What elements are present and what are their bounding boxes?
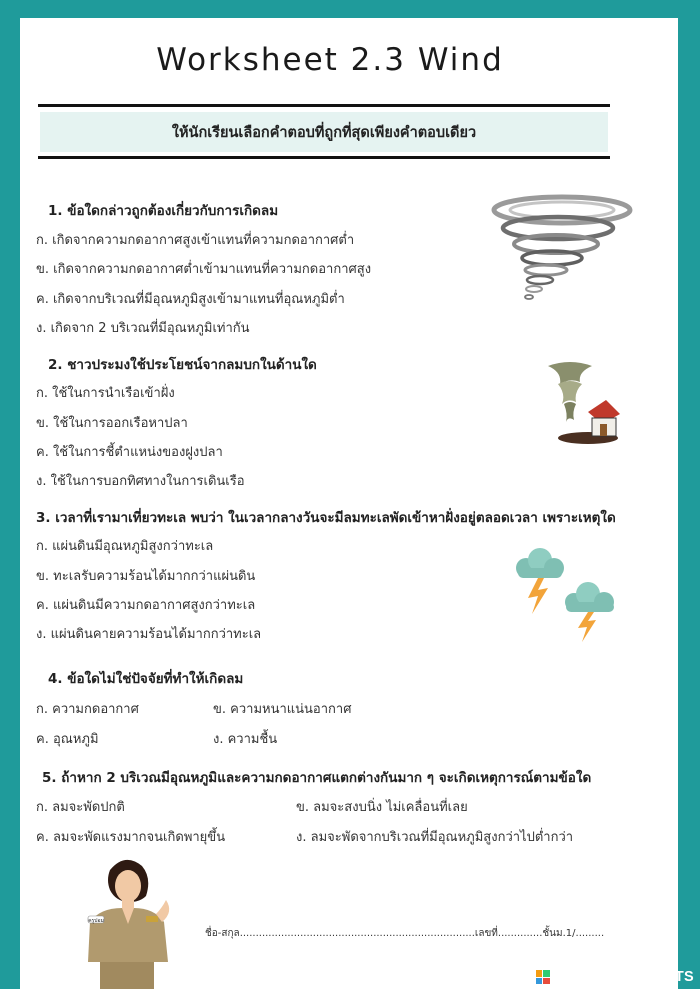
question-2: 2. ชาวประมงใช้ประโยชน์จากลมบกในด้านใด xyxy=(48,357,317,373)
q3-option-c[interactable]: ค. แผ่นดินมีความกดอากาศสูงกว่าทะเล xyxy=(36,598,256,613)
q4-option-b[interactable]: ข. ความหนาแน่นอากาศ xyxy=(213,702,352,717)
q2-option-b[interactable]: ข. ใช้ในการออกเรือหาปลา xyxy=(36,416,188,431)
q3-option-a[interactable]: ก. แผ่นดินมีอุณหภูมิสูงกว่าทะเล xyxy=(36,539,214,554)
question-5: 5. ถ้าหาก 2 บริเวณมีอุณหภูมิและความกดอากาศแตกต่างกันมาก ๆ จะเกิดเหตุการณ์ตามข้อใด xyxy=(42,770,592,786)
question-3: 3. เวลาที่เรามาเที่ยวทะเล พบว่า ในเวลากลางวันจะมีลมทะเลพัดเข้าหาฝั่งอยู่ตลอดเวลา เพราะเหตุใด xyxy=(36,510,616,526)
q4-option-c[interactable]: ค. อุณหภูมิ xyxy=(36,732,99,747)
tornado-icon xyxy=(488,190,638,308)
q1-option-b[interactable]: ข. เกิดจากความกดอากาศต่ำเข้ามาแทนที่ความกดอากาศสูง xyxy=(36,262,372,277)
liveworksheets-logo xyxy=(536,969,694,985)
instruction-banner: ให้นักเรียนเลือกคำตอบที่ถูกที่สุดเพียงคำตอบเดียว xyxy=(40,112,608,152)
liveworksheets-logo-text: LIVEWORKSHEETS xyxy=(553,969,694,985)
q4-option-a[interactable]: ก. ความกดอากาศ xyxy=(36,702,139,717)
q4-option-d[interactable]: ง. ความชื้น xyxy=(213,732,278,747)
q2-option-a[interactable]: ก. ใช้ในการนำเรือเข้าฝั่ง xyxy=(36,386,175,401)
liveworksheets-logo-icon xyxy=(536,970,550,984)
q3-option-b[interactable]: ข. ทะเลรับความร้อนได้มากกว่าแผ่นดิน xyxy=(36,569,256,584)
q1-option-c[interactable]: ค. เกิดจากบริเวณที่มีอุณหภูมิสูงเข้ามาแทนที่อุณหภูมิต่ำ xyxy=(36,292,345,307)
bottom-rule xyxy=(38,156,610,159)
q5-option-c[interactable]: ค. ลมจะพัดแรงมากจนเกิดพายุขึ้น xyxy=(36,830,226,845)
q3-option-d[interactable]: ง. แผ่นดินคายความร้อนได้มากกว่าทะเล xyxy=(36,627,262,642)
teacher-illustration xyxy=(70,852,180,989)
q5-option-d[interactable]: ง. ลมจะพัดจากบริเวณที่มีอุณหภูมิสูงกว่าไปต่ำกว่า xyxy=(296,830,574,845)
q1-option-d[interactable]: ง. เกิดจาก 2 บริเวณที่มีอุณหภูมิเท่ากัน xyxy=(36,321,250,336)
q1-option-a[interactable]: ก. เกิดจากความกดอากาศสูงเข้าแทนที่ความกดอากาศต่ำ xyxy=(36,233,355,248)
q2-option-c[interactable]: ค. ใช้ในการชี้ตำแหน่งของฝูงปลา xyxy=(36,445,223,460)
q5-option-b[interactable]: ข. ลมจะสงบนิ่ง ไม่เคลื่อนที่เลย xyxy=(296,800,468,815)
storm-clouds-icon xyxy=(512,548,624,644)
teacher-badge-label: ครูปอม xyxy=(88,918,104,924)
q5-option-a[interactable]: ก. ลมจะพัดปกติ xyxy=(36,800,125,815)
top-rule xyxy=(38,104,610,107)
q2-option-d[interactable]: ง. ใช้ในการบอกทิศทางในการเดินเรือ xyxy=(36,474,245,489)
question-1: 1. ข้อใดกล่าวถูกต้องเกี่ยวกับการเกิดลม xyxy=(48,203,279,219)
name-number-line: ชื่อ-สกุล..........................................................................เลขที่..............ชั้นม.1/......... xyxy=(205,928,605,939)
tornado-house-icon xyxy=(540,358,626,448)
worksheet-title: Worksheet 2.3 Wind xyxy=(156,42,504,78)
question-4: 4. ข้อใดไม่ใช่ปัจจัยที่ทำให้เกิดลม xyxy=(48,671,244,687)
